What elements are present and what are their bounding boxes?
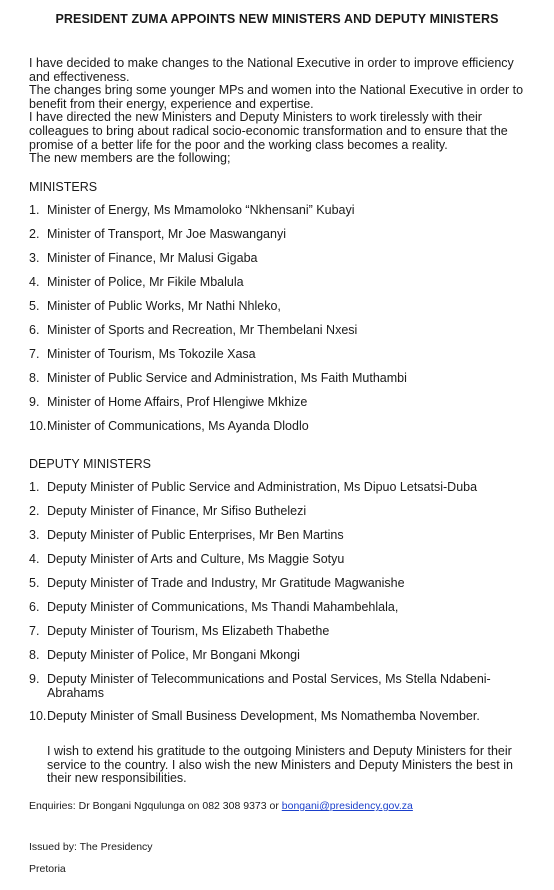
item-text: Minister of Police, Mr Fikile Mbalula — [47, 275, 244, 289]
item-number: 6. — [29, 323, 40, 337]
item-number: 3. — [29, 251, 40, 265]
item-text: Minister of Transport, Mr Joe Maswanganyi — [47, 227, 286, 241]
enquiries-line — [29, 800, 413, 812]
email-link[interactable]: bongani@presidency.gov.za — [281, 800, 413, 812]
item-number: 2. — [29, 504, 40, 518]
list-item — [29, 420, 534, 444]
item-number: 8. — [29, 371, 40, 385]
list-item — [29, 577, 534, 601]
item-number: 9. — [29, 395, 40, 409]
item-number: 2. — [29, 227, 40, 241]
item-text: Deputy Minister of Tourism, Ms Elizabeth Thabethe — [47, 624, 330, 638]
list-item — [29, 505, 534, 529]
intro-line: The changes bring some younger MPs and women into the National Executive in order to benefit from their energy, experience and expertise. — [29, 83, 524, 111]
intro-line: I have decided to make changes to the National Executive in order to improve efficiency and effectiveness. — [29, 56, 514, 84]
deputy-ministers-list — [29, 481, 534, 734]
list-item — [29, 396, 534, 420]
item-number: 5. — [29, 299, 40, 313]
item-number: 3. — [29, 528, 40, 542]
list-item — [29, 276, 534, 300]
list-item — [29, 204, 534, 228]
item-text: Minister of Home Affairs, Prof Hlengiwe Mkhize — [47, 395, 308, 409]
item-text: Deputy Minister of Finance, Mr Sifiso Buthelezi — [47, 504, 307, 518]
item-text: Deputy Minister of Public Service and Administration, Ms Dipuo Letsatsi-Duba — [47, 480, 478, 494]
intro-paragraphs — [29, 57, 534, 166]
item-number: 1. — [29, 480, 40, 494]
list-item — [29, 529, 534, 553]
item-text: Minister of Tourism, Ms Tokozile Xasa — [47, 347, 256, 361]
item-text: Deputy Minister of Arts and Culture, Ms Maggie Sotyu — [47, 552, 345, 566]
list-item — [29, 348, 534, 372]
item-number: 5. — [29, 576, 40, 590]
list-item — [29, 710, 534, 734]
list-item — [29, 649, 534, 673]
list-item — [29, 553, 534, 577]
item-text: Minister of Public Works, Mr Nathi Nhleko, — [47, 299, 281, 313]
item-number: 7. — [29, 347, 40, 361]
item-text: Deputy Minister of Communications, Ms Thandi Mahambehlala, — [47, 600, 399, 614]
item-text: Deputy Minister of Police, Mr Bongani Mkongi — [47, 648, 300, 662]
document-title: PRESIDENT ZUMA APPOINTS NEW MINISTERS AND DEPUTY MINISTERS — [55, 12, 499, 26]
item-number: 10. — [29, 709, 47, 723]
item-number: 6. — [29, 600, 40, 614]
place-name: Pretoria — [29, 863, 66, 875]
item-text: Minister of Finance, Mr Malusi Gigaba — [47, 251, 258, 265]
item-number: 9. — [29, 672, 40, 686]
list-item — [29, 252, 534, 276]
list-item — [29, 372, 534, 396]
item-number: 4. — [29, 552, 40, 566]
item-text: Minister of Energy, Ms Mmamoloko “Nkhensani” Kubayi — [47, 203, 355, 217]
intro-line: I have directed the new Ministers and Deputy Ministers to work tirelessly with their colleagues to bring about radical socio-economic transformation and to ensure that the promise of a better life for the poor and the working class becomes a reality. — [29, 110, 508, 152]
item-text: Deputy Minister of Small Business Development, Ms Nomathemba November. — [47, 709, 480, 723]
list-item — [29, 300, 534, 324]
item-number: 7. — [29, 624, 40, 638]
list-item — [29, 625, 534, 649]
enquiries-text: Enquiries: Dr Bongani Ngqulunga on 082 308 9373 or — [29, 800, 282, 812]
item-number: 1. — [29, 203, 40, 217]
closing-paragraph: I wish to extend his gratitude to the outgoing Ministers and Deputy Ministers for their service to the country. I also wish the new Ministers and Deputy Ministers the best in their new responsibilities. — [47, 744, 513, 786]
intro-line: The new members are the following; — [29, 151, 231, 166]
list-item — [29, 228, 534, 252]
item-text: Minister of Sports and Recreation, Mr Thembelani Nxesi — [47, 323, 358, 337]
item-number: 8. — [29, 648, 40, 662]
list-item — [29, 601, 534, 625]
item-number: 4. — [29, 275, 40, 289]
deputy-ministers-heading: DEPUTY MINISTERS — [29, 457, 152, 471]
item-text: Deputy Minister of Public Enterprises, Mr Ben Martins — [47, 528, 344, 542]
item-text: Minister of Public Service and Administration, Ms Faith Muthambi — [47, 371, 407, 385]
list-item — [29, 481, 534, 505]
ministers-list — [29, 204, 534, 444]
list-item — [29, 673, 534, 710]
issued-by: Issued by: The Presidency — [29, 841, 153, 853]
item-text: Deputy Minister of Telecommunications and Postal Services, Ms Stella Ndabeni-Abrahams — [47, 672, 491, 700]
item-text: Deputy Minister of Trade and Industry, Mr Gratitude Magwanishe — [47, 576, 405, 590]
list-item — [29, 324, 534, 348]
item-text: Minister of Communications, Ms Ayanda Dlodlo — [47, 419, 309, 433]
ministers-heading: MINISTERS — [29, 180, 98, 194]
item-number: 10. — [29, 419, 47, 433]
